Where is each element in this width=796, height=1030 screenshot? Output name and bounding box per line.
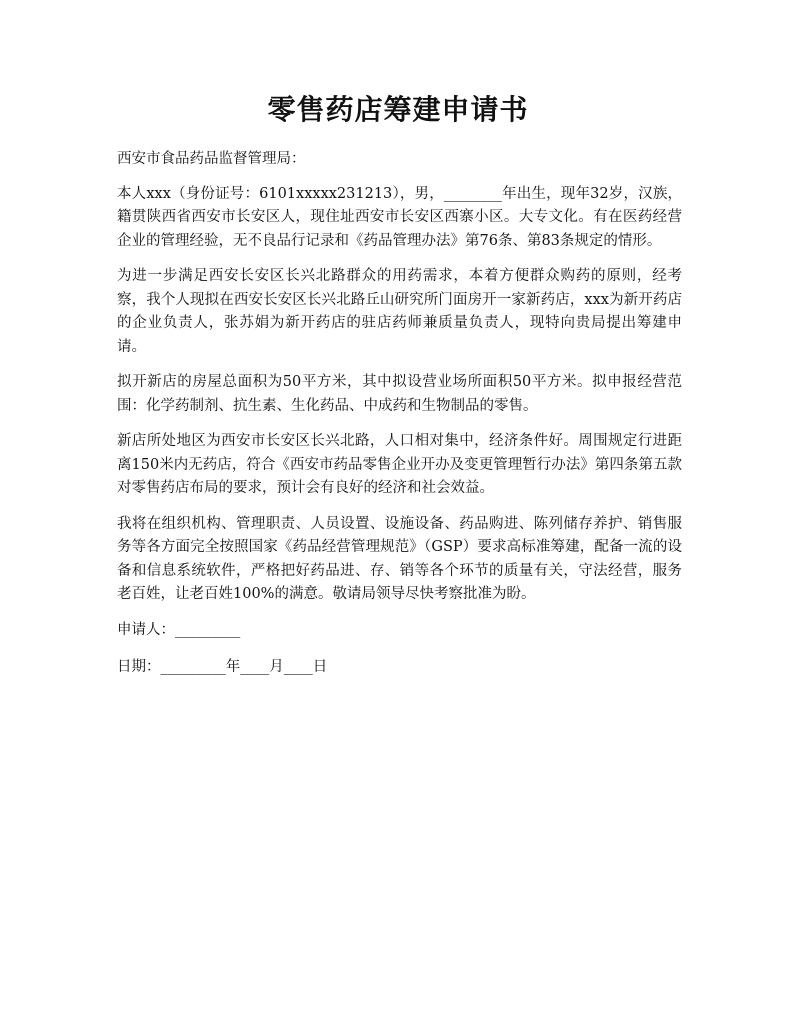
paragraph-applicant-info: 本人xxx（身份证号：6101xxxxx231213），男，________年出生，现年32岁，汉族，籍贯陕西省西安市长安区人，现住址西安市长安区西寨小区。大专文化。有在医药经营企业的管理经验，无不良品行记录和《药品管理办法》第76条、第83条规定的情形。: [117, 185, 682, 249]
salutation: 西安市食品药品监督管理局：: [117, 151, 306, 167]
document-title: 零售药店筹建申请书: [267, 93, 529, 126]
paragraph-area-scope: 拟开新店的房屋总面积为50平方米，其中拟设营业场所面积50平方米。拟申报经营范围：化学药制剂、抗生素、生化药品、中成药和生物制品的零售。: [117, 374, 682, 414]
applicant-signature-line: 申请人：_________: [117, 621, 241, 638]
document-body: [117, 148, 682, 694]
paragraph-purpose: 为进一步满足西安长安区长兴北路群众的用药需求，本着方便群众购药的原则，经考察，我个人现拟在西安长安区长兴北路丘山研究所门面房开一家新药店，xxx为新开药店的企业负责人，张苏娟为新开药店的驻店药师兼质量负责人，现特向贵局提出筹建申请。: [117, 268, 682, 355]
date-line: 日期：_________年____月____日: [117, 659, 328, 675]
paragraph-commitment: 我将在组织机构、管理职责、人员设置、设施设备、药品购进、陈列储存养护、销售服务等各方面完全按照国家《药品经营管理规范》（GSP）要求高标准筹建，配备一流的设备和信息系统软件，严格把好药品进、存、销等各个环节的质量有关，守法经营，服务老百姓，让老百姓100%的满意。敬请局领导尽快考察批准为盼。: [117, 515, 682, 602]
paragraph-location: 新店所处地区为西安市长安区长兴北路，人口相对集中，经济条件好。周围规定行进距离150米内无药店，符合《西安市药品零售企业开办及变更管理暂行办法》第四条第五款对零售药店布局的要求，预计会有良好的经济和社会效益。: [117, 433, 682, 496]
